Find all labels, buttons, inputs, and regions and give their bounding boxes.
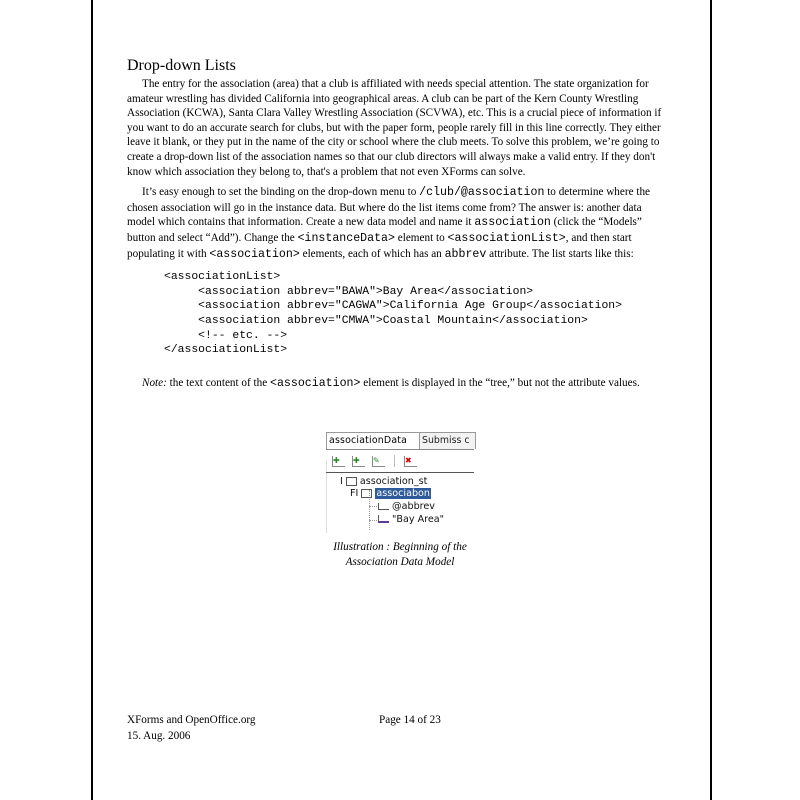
footer-title: XForms and OpenOffice.org [127, 714, 256, 726]
paragraph-binding: It’s easy enough to set the binding on the drop-down menu to /club/@association to determine where the chosen association will go in the instance data. But where do the list items come from? The answer is: another data model which contains that information. Create a new data model and name it association (click the “Models” button and select “Add”). Change the <instanceData> element to <associationList>, and then start populating it with <association> elements, each of which has an abbrev attribute. The list starts like this: [127, 186, 651, 261]
code-line: <associationList> [164, 271, 281, 284]
text-node-icon [378, 515, 389, 523]
inline-code: <associationList> [447, 231, 566, 245]
inline-code: /club/@association [419, 186, 545, 200]
tree-expander[interactable]: I [340, 476, 346, 487]
tree-expander[interactable]: FI [350, 488, 362, 499]
code-line: <association abbrev="CMWA">Coastal Mountain</association> [164, 314, 588, 327]
edit-icon[interactable]: ✎ [372, 456, 385, 467]
code-block [127, 270, 672, 358]
tab-bar [326, 432, 474, 450]
code-line: <association abbrev="BAWA">Bay Area</association> [164, 285, 534, 298]
inline-code: abbrev [444, 247, 487, 261]
section-heading: Drop-down Lists [127, 57, 236, 74]
inline-code: <instanceData> [297, 231, 395, 245]
tree-node-association[interactable]: FI associabon [350, 488, 431, 499]
inline-code: association [474, 216, 551, 230]
footer-date: 15. Aug. 2006 [127, 730, 191, 742]
footer-page-number: Page 14 of 23 [379, 714, 441, 726]
note-label: Note: [142, 376, 167, 389]
document-body [127, 56, 672, 397]
add-attribute-icon[interactable]: ✚ [352, 456, 365, 467]
illustration-caption: Illustration : Beginning of the Association Data Model [333, 541, 467, 568]
paragraph-intro: The entry for the association (area) that a club is affiliated with needs special attention. The state organization for amateur wrestling has divided California into geographical areas. A club can be part of the Kern County Wrestling Association (KCWA), Santa Clara Valley Wrestling Association (SCVWA), etc. This is a crucial piece of information if you want to do an accurate search for clubs, but with the paper form, people rarely fill in this line correctly. They either leave it blank, or they put in the name of the city or school where the club meets. To solve this problem, we’re going to create a drop-down list of the association names so that our club directors will always make a valid entry. If they don't know which association they belong to, that's a problem that not even XForms can solve. [127, 78, 662, 178]
inline-code: <association> [270, 376, 361, 390]
footer-left [127, 712, 256, 744]
toolbar-separator [394, 455, 395, 467]
add-element-icon[interactable]: ✚ [332, 456, 345, 467]
note-paragraph: Note: the text content of the <association> element is displayed in the “tree,” but not the attribute values. [142, 376, 640, 390]
code-line: </associationList> [164, 344, 288, 357]
inline-code: <association> [209, 247, 300, 261]
tree-node-text[interactable]: "Bay Area" [378, 514, 444, 526]
code-line: <association abbrev="CAGWA">California Age Group</association> [164, 300, 622, 313]
code-line: <!-- etc. --> [164, 329, 288, 342]
tab-association-data[interactable]: associationData [326, 432, 420, 449]
element-icon [361, 489, 372, 498]
element-icon [346, 477, 357, 486]
tree-node-attribute[interactable]: @abbrev [378, 501, 435, 513]
attribute-icon [378, 503, 389, 510]
toolbar [332, 455, 417, 467]
tree-node-association-list[interactable]: I association_st [340, 476, 428, 487]
tab-submission[interactable]: Submiss c [419, 432, 476, 449]
illustration-screenshot [326, 430, 474, 533]
delete-icon[interactable]: ✖ [404, 456, 417, 467]
